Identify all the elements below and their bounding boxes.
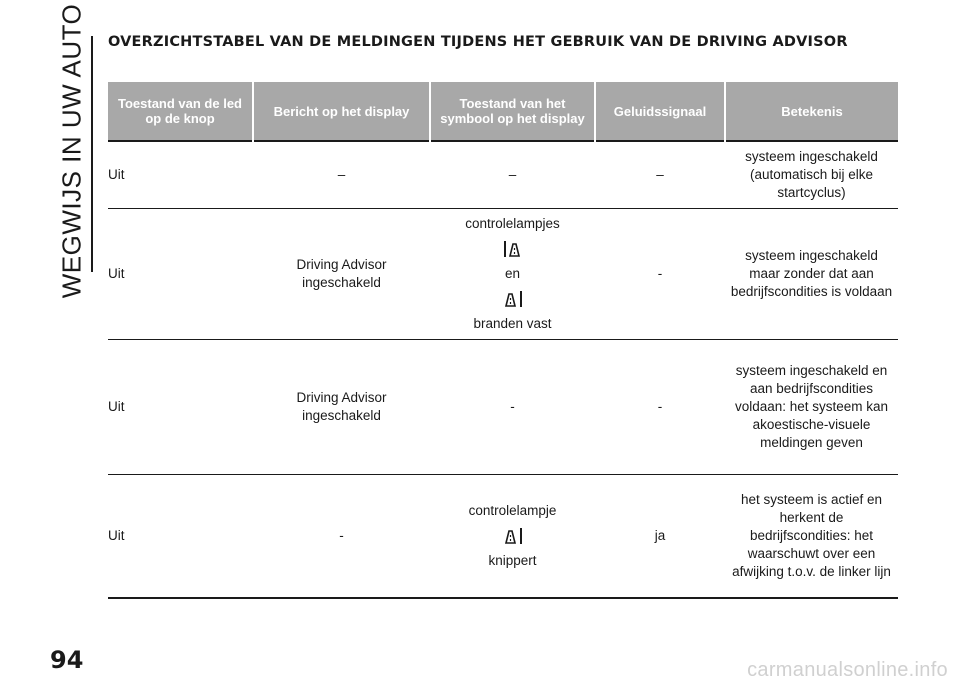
lane-left-icon — [434, 239, 591, 259]
cell-meaning: systeem ingeschakeld (automatisch bij elke startcyclus) — [725, 141, 898, 209]
cell-symbol — [430, 475, 595, 599]
cell-meaning: systeem ingeschakeld maar zonder dat aan bedrijfscondities is voldaan — [725, 209, 898, 340]
table-row — [108, 340, 898, 475]
cell-message: – — [253, 141, 430, 209]
header-display-message: Bericht op het display — [253, 82, 430, 141]
page-title: OVERZICHTSTABEL VAN DE MELDINGEN TIJDENS HET GEBRUIK VAN DE DRIVING ADVISOR — [108, 34, 848, 50]
lane-right-icon — [434, 289, 591, 309]
cell-message: Driving Advisor ingeschakeld — [253, 209, 430, 340]
cell-led: Uit — [108, 340, 253, 475]
symbol-text-top: controlelampjes — [465, 216, 560, 231]
messages-table-container — [108, 82, 898, 599]
symbol-text-bottom: knippert — [488, 553, 537, 568]
cell-led: Uit — [108, 141, 253, 209]
cell-symbol — [430, 209, 595, 340]
cell-meaning: systeem ingeschakeld en aan bedrijfscondities voldaan: het systeem kan akoestische-visuele meldingen geven — [725, 340, 898, 475]
chapter-label: WEGWIJS IN UW AUTO — [56, 3, 87, 298]
watermark: carmanualsonline.info — [747, 659, 948, 681]
cell-symbol: – — [430, 141, 595, 209]
cell-sound: - — [595, 340, 725, 475]
header-meaning: Betekenis — [725, 82, 898, 141]
cell-sound: ja — [595, 475, 725, 599]
symbol-text-mid: en — [504, 266, 521, 281]
cell-led: Uit — [108, 209, 253, 340]
table-row — [108, 475, 898, 599]
cell-sound: - — [595, 209, 725, 340]
chapter-side-tab — [55, 3, 89, 298]
cell-meaning: het systeem is actief en herkent de bedrijfscondities: het waarschuwt over een afwijking t.o.v. de linker lijn — [725, 475, 898, 599]
table-row — [108, 209, 898, 340]
header-symbol-state: Toestand van het symbool op het display — [430, 82, 595, 141]
symbol-text-bottom: branden vast — [473, 316, 552, 331]
symbol-text-top: controlelampje — [468, 503, 557, 518]
header-sound-signal: Geluidssignaal — [595, 82, 725, 141]
lane-right-icon — [434, 526, 591, 546]
cell-message: - — [253, 475, 430, 599]
cell-led: Uit — [108, 475, 253, 599]
header-led-state: Toestand van de led op de knop — [108, 82, 253, 141]
table-header-row — [108, 82, 898, 141]
cell-message: Driving Advisor ingeschakeld — [253, 340, 430, 475]
cell-symbol: - — [430, 340, 595, 475]
messages-table — [108, 82, 898, 599]
chapter-rule — [91, 36, 93, 272]
cell-sound: – — [595, 141, 725, 209]
page-number: 94 — [50, 646, 84, 674]
table-row — [108, 141, 898, 209]
